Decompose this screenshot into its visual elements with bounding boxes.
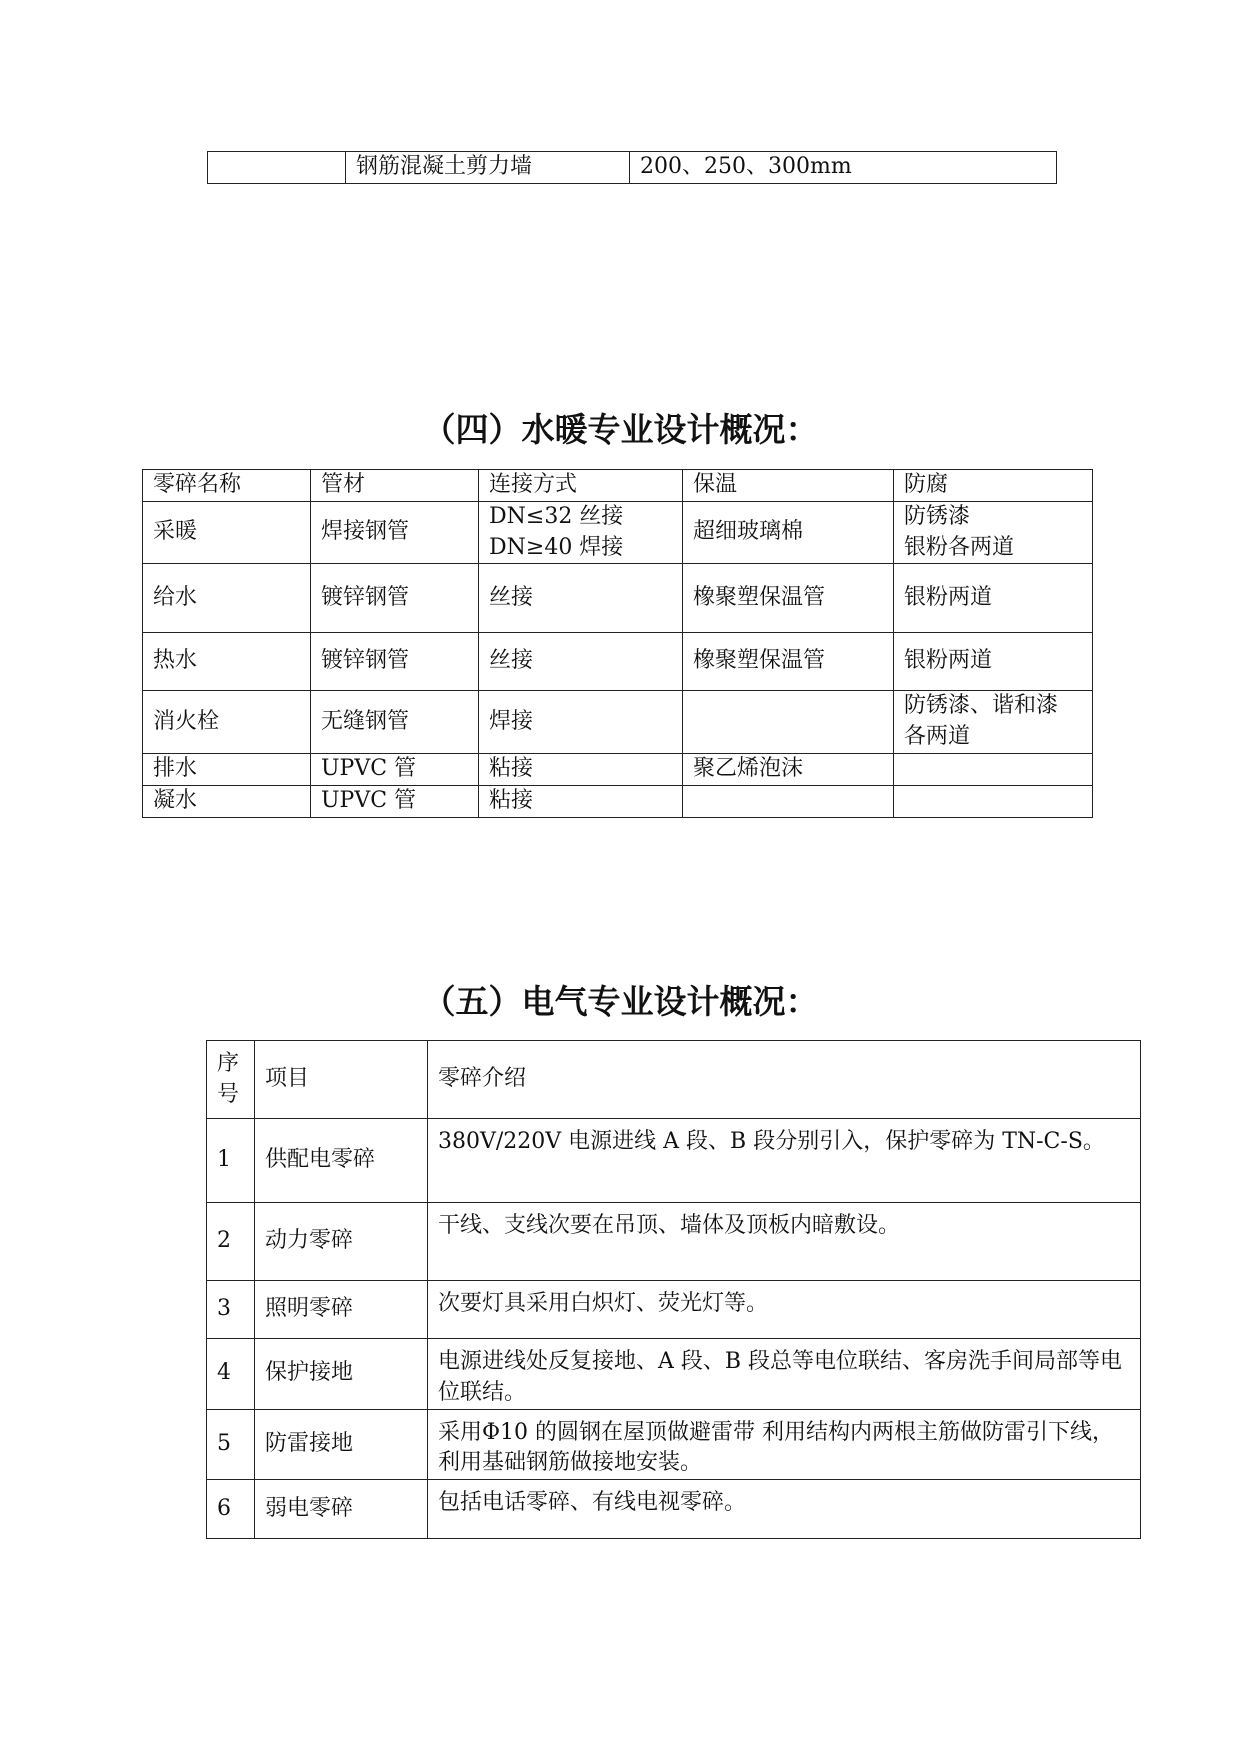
table-row	[143, 753, 1093, 785]
table-row	[143, 633, 1093, 691]
table-cell: 凝水	[143, 785, 311, 817]
table-cell: 防腐	[894, 470, 1093, 502]
table-cell	[683, 691, 894, 754]
table-cell: 干线、支线次要在吊顶、墙体及顶板内暗敷设。	[428, 1203, 1141, 1281]
table-cell: 零碎介绍	[428, 1041, 1141, 1119]
table-cell: 镀锌钢管	[311, 564, 479, 633]
table-cell	[683, 785, 894, 817]
table-row	[207, 1119, 1141, 1203]
table-cell: 380V/220V 电源进线 A 段、B 段分别引入，保护零碎为 TN-C-S。	[428, 1119, 1141, 1203]
table-cell: 防锈漆、谐和漆 各两道	[894, 691, 1093, 754]
table-cell: 包括电话零碎、有线电视零碎。	[428, 1480, 1141, 1539]
table-cell: 序 号	[207, 1041, 255, 1119]
table-cell: 粘接	[479, 785, 683, 817]
table-row	[143, 564, 1093, 633]
table-cell: DN≤32 丝接 DN≥40 焊接	[479, 501, 683, 564]
table-cell: 防锈漆 银粉各两道	[894, 501, 1093, 564]
table-cell: 钢筋混凝土剪力墙	[346, 152, 630, 184]
table-cell: 6	[207, 1480, 255, 1539]
table-cell: 保护接地	[255, 1339, 428, 1410]
table-row	[207, 1339, 1141, 1410]
table-row	[143, 785, 1093, 817]
table-cell: 聚乙烯泡沫	[683, 753, 894, 785]
table-cell: 焊接	[479, 691, 683, 754]
table-cell: 银粉两道	[894, 564, 1093, 633]
table-cell: 零碎名称	[143, 470, 311, 502]
table-cell	[894, 753, 1093, 785]
table-cell: 消火栓	[143, 691, 311, 754]
section5-title: （五）电气专业设计概况：	[422, 982, 819, 1021]
table-cell: 超细玻璃棉	[683, 501, 894, 564]
table-row	[207, 1480, 1141, 1539]
table-cell: 2	[207, 1203, 255, 1281]
table-cell: 200、250、300mm	[630, 152, 1057, 184]
table-cell: 动力零碎	[255, 1203, 428, 1281]
table-cell: 粘接	[479, 753, 683, 785]
table-cell: 电源进线处反复接地、A 段、B 段总等电位联结、客房洗手间局部等电位联结。	[428, 1339, 1141, 1410]
table-cell: 4	[207, 1339, 255, 1410]
table-cell: 保温	[683, 470, 894, 502]
table-cell: 1	[207, 1119, 255, 1203]
table-cell: 次要灯具采用白炽灯、荧光灯等。	[428, 1281, 1141, 1339]
table-cell: 防雷接地	[255, 1409, 428, 1480]
table-row	[143, 691, 1093, 754]
section4-title: （四）水暖专业设计概况：	[422, 410, 819, 449]
table-row	[207, 1203, 1141, 1281]
table-row	[207, 1409, 1141, 1480]
table-cell: 橡聚塑保温管	[683, 564, 894, 633]
table-cell: 弱电零碎	[255, 1480, 428, 1539]
table-cell: 供配电零碎	[255, 1119, 428, 1203]
table-cell: 采用Φ10 的圆钢在屋顶做避雷带 利用结构内两根主筋做防雷引下线，利用基础钢筋做接地安装。	[428, 1409, 1141, 1480]
wall-thickness-table	[207, 151, 1057, 184]
table-cell: 采暖	[143, 501, 311, 564]
table-cell: 银粉两道	[894, 633, 1093, 691]
table-row	[143, 501, 1093, 564]
table-cell	[894, 785, 1093, 817]
table-cell: 3	[207, 1281, 255, 1339]
electrical-design-table	[206, 1040, 1141, 1539]
table-cell: 热水	[143, 633, 311, 691]
table-cell: 给水	[143, 564, 311, 633]
table-cell: 照明零碎	[255, 1281, 428, 1339]
table-cell: 排水	[143, 753, 311, 785]
table-header-row	[207, 1041, 1141, 1119]
table-cell: 管材	[311, 470, 479, 502]
table-row	[208, 152, 1057, 184]
table-cell: 项目	[255, 1041, 428, 1119]
table-cell: 无缝钢管	[311, 691, 479, 754]
table-row	[207, 1281, 1141, 1339]
table-cell: 连接方式	[479, 470, 683, 502]
table-header-row	[143, 470, 1093, 502]
table-cell: 焊接钢管	[311, 501, 479, 564]
table-cell	[208, 152, 346, 184]
table-cell: 丝接	[479, 564, 683, 633]
table-cell: 5	[207, 1409, 255, 1480]
table-cell: 丝接	[479, 633, 683, 691]
table-cell: 镀锌钢管	[311, 633, 479, 691]
table-cell: 橡聚塑保温管	[683, 633, 894, 691]
hvac-design-table	[142, 469, 1093, 818]
table-cell: UPVC 管	[311, 785, 479, 817]
table-cell: UPVC 管	[311, 753, 479, 785]
